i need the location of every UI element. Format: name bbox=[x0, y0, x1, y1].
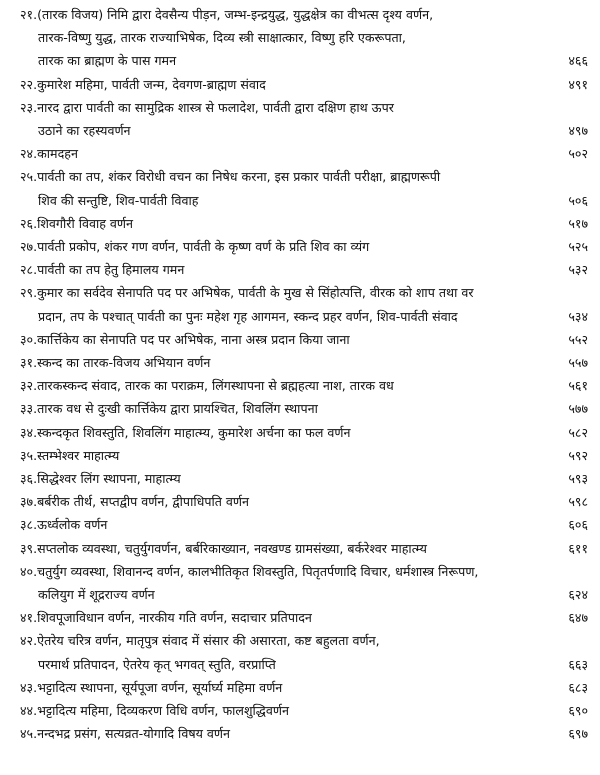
entry-title: भट्टादित्य स्थापना, सूर्यपूजा वर्णन, सूर्यार्घ्य महिमा वर्णन bbox=[37, 679, 283, 695]
entry-title: तारक वध से दुःखी कार्त्तिकेय द्वारा प्रायश्चित, शिवलिंग स्थापना bbox=[37, 401, 318, 417]
page-number: ५९३ bbox=[568, 471, 588, 487]
toc-line bbox=[20, 119, 592, 142]
entry-number: ४१. bbox=[20, 610, 38, 626]
toc-line bbox=[20, 142, 592, 165]
entry-number: ३५. bbox=[20, 447, 38, 463]
page-number: ५०६ bbox=[568, 192, 588, 208]
toc-entry bbox=[20, 73, 592, 96]
toc-line bbox=[20, 212, 592, 235]
toc-entry bbox=[20, 374, 592, 397]
entry-number: ४२. bbox=[20, 633, 38, 649]
entry-number: २४. bbox=[20, 146, 38, 162]
toc-entry bbox=[20, 537, 592, 560]
entry-number: २२. bbox=[20, 76, 38, 92]
toc-line bbox=[20, 490, 592, 513]
entry-number: ४५. bbox=[20, 726, 38, 742]
entry-title: नन्दभद्र प्रसंग, सत्यव्रत-योगादि विषय वर्णन bbox=[37, 726, 231, 742]
toc-line bbox=[20, 165, 592, 188]
entry-number: ३१. bbox=[20, 355, 38, 371]
page-number: ५९२ bbox=[568, 447, 588, 463]
page-number: ५३२ bbox=[568, 262, 588, 278]
entry-number: २३. bbox=[20, 99, 38, 115]
toc-entry bbox=[20, 606, 592, 629]
toc-entry bbox=[20, 165, 592, 211]
toc-entry bbox=[20, 722, 592, 745]
entry-title: सिद्धेश्वर लिंग स्थापना, माहात्म्य bbox=[37, 471, 181, 487]
toc-line bbox=[20, 537, 592, 560]
entry-number: ३९. bbox=[20, 540, 38, 556]
toc-line bbox=[20, 73, 592, 96]
page-number: ६४७ bbox=[568, 610, 588, 626]
entry-title: सप्तलोक व्यवस्था, चतुर्युगवर्णन, बर्बरिकाख्यान, नवखण्ड ग्रामसंख्या, बर्करेश्वर माहात्म्य bbox=[37, 540, 427, 556]
toc-entry bbox=[20, 490, 592, 513]
entry-title: कामदहन bbox=[37, 146, 78, 162]
toc-line bbox=[20, 26, 592, 49]
entry-title: भट्टादित्य महिमा, दिव्यकरण विधि वर्णन, फालशुद्धिवर्णन bbox=[37, 703, 289, 719]
toc-line bbox=[20, 629, 592, 652]
toc-entry bbox=[20, 3, 592, 73]
page-number: ६८३ bbox=[568, 679, 588, 695]
entry-title: ऐतरेय चरित्र वर्णन, मातृपुत्र संवाद में संसार की असारता, कष्ट बहुलता वर्णन, bbox=[37, 633, 380, 649]
page-number: ५०२ bbox=[568, 146, 588, 162]
page-number: ५५७ bbox=[568, 355, 588, 371]
page-number: ५६१ bbox=[568, 378, 588, 394]
toc-entry bbox=[20, 235, 592, 258]
entry-number: ३२. bbox=[20, 378, 38, 394]
toc-line bbox=[20, 467, 592, 490]
toc-line bbox=[20, 560, 592, 583]
entry-title: शिवगौरी विवाह वर्णन bbox=[37, 215, 134, 231]
entry-number: ४०. bbox=[20, 563, 38, 579]
entry-title: तारक-विष्णु युद्ध, तारक राज्याभिषेक, दिव्य स्त्री साक्षात्कार, विष्णु हरि एकरूपता, bbox=[38, 30, 406, 46]
entry-number: २९. bbox=[20, 285, 38, 301]
entry-title: कुमार का सर्वदेव सेनापति पद पर अभिषेक, पार्वती के मुख से सिंहोत्पत्ति, वीरक को शाप तथा वर bbox=[37, 285, 474, 301]
entry-number: २१. bbox=[20, 7, 38, 22]
entry-number: ३४. bbox=[20, 424, 38, 440]
toc-entry bbox=[20, 142, 592, 165]
entry-title: चतुर्युग व्यवस्था, शिवानन्द वर्णन, कालभीतिकृत शिवस्तुति, पितृतर्पणादि विचार, धर्मशास्त्र निरूपण, bbox=[37, 563, 479, 579]
toc-entry bbox=[20, 560, 592, 606]
page-number: ५५२ bbox=[568, 331, 588, 347]
toc-line bbox=[20, 189, 592, 212]
toc-line bbox=[20, 444, 592, 467]
entry-number: ३७. bbox=[20, 494, 38, 510]
toc-entry bbox=[20, 212, 592, 235]
entry-number: ३६. bbox=[20, 471, 38, 487]
entry-number: २६. bbox=[20, 215, 38, 231]
toc-line bbox=[20, 653, 592, 676]
toc-entry bbox=[20, 258, 592, 281]
entry-title: पार्वती का तप हेतु हिमालय गमन bbox=[37, 262, 185, 278]
toc-line bbox=[20, 49, 592, 72]
toc-line bbox=[20, 328, 592, 351]
entry-title: पार्वती का तप, शंकर विरोधी वचन का निषेध करना, इस प्रकार पार्वती परीक्षा, ब्राह्मणरूपी bbox=[37, 169, 441, 185]
page-number: ५९८ bbox=[568, 494, 588, 510]
toc-line bbox=[20, 374, 592, 397]
page-number: ६०६ bbox=[568, 517, 588, 533]
entry-title: बर्बरीक तीर्थ, सप्तद्वीप वर्णन, द्वीपाधिपति वर्णन bbox=[37, 494, 250, 510]
entry-title: स्तम्भेश्वर माहात्म्य bbox=[37, 447, 120, 463]
page-number: ५१७ bbox=[568, 215, 588, 231]
page-number: ६९० bbox=[568, 703, 588, 719]
toc-line bbox=[20, 96, 592, 119]
page-number: ५८२ bbox=[568, 424, 588, 440]
entry-number: २८. bbox=[20, 262, 38, 278]
toc-entry bbox=[20, 513, 592, 536]
toc-entry bbox=[20, 96, 592, 142]
toc-line bbox=[20, 281, 592, 304]
toc-entry bbox=[20, 444, 592, 467]
page-number: ५२५ bbox=[568, 239, 588, 255]
toc-entry bbox=[20, 467, 592, 490]
entry-number: ३८. bbox=[20, 517, 38, 533]
entry-title: तारकस्कन्द संवाद, तारक का पराक्रम, लिंगस्थापना से ब्रह्महत्या नाश, तारक वध bbox=[37, 378, 394, 394]
toc-line bbox=[20, 397, 592, 420]
page-number: ६११ bbox=[568, 540, 588, 556]
toc-entry bbox=[20, 421, 592, 444]
entry-title: कुमारेश महिमा, पार्वती जन्म, देवगण-ब्राह्मण संवाद bbox=[37, 76, 266, 92]
toc-line bbox=[20, 258, 592, 281]
entry-title: तारक का ब्राह्मण के पास गमन bbox=[38, 53, 177, 69]
page-number: ६६३ bbox=[568, 656, 588, 672]
toc-line bbox=[20, 305, 592, 328]
entry-title: शिवपूजाविधान वर्णन, नारकीय गति वर्णन, सदाचार प्रतिपादन bbox=[37, 610, 312, 626]
page-number: ६९७ bbox=[568, 726, 588, 742]
toc-line bbox=[20, 351, 592, 374]
entry-title: स्कन्दकृत शिवस्तुति, शिवलिंग माहात्म्य, कुमारेश अर्चना का फल वर्णन bbox=[37, 424, 351, 440]
entry-number: ३३. bbox=[20, 401, 38, 417]
entry-title: प्रदान, तप के पश्चात् पार्वती का पुनः महेश गृह आगमन, स्कन्द प्रहर वर्णन, शिव-पार्वती संवाद bbox=[38, 308, 458, 324]
entry-number: ४४. bbox=[20, 703, 38, 719]
entry-title: उठाने का रहस्यवर्णन bbox=[38, 123, 131, 139]
page-number: ४९७ bbox=[568, 123, 588, 139]
entry-title: ऊर्ध्वलोक वर्णन bbox=[37, 517, 108, 533]
toc-entry bbox=[20, 699, 592, 722]
toc-line bbox=[20, 676, 592, 699]
toc-line bbox=[20, 235, 592, 258]
toc-entry bbox=[20, 676, 592, 699]
toc-line bbox=[20, 513, 592, 536]
toc-line bbox=[20, 3, 592, 26]
page-number: ६२४ bbox=[568, 587, 588, 603]
entry-title: (तारक विजय) निमि द्वारा देवसैन्य पीड़न, जम्भ-इन्द्रयुद्ध, युद्धक्षेत्र का वीभत्स दृश्य वर्णन, bbox=[37, 7, 434, 22]
page-number: ४९१ bbox=[568, 76, 588, 92]
entry-title: परमार्थ प्रतिपादन, ऐतरेय कृत् भगवत् स्तुति, वरप्राप्ति bbox=[38, 656, 276, 672]
entry-title: पार्वती प्रकोप, शंकर गण वर्णन, पार्वती के कृष्ण वर्ण के प्रति शिव का व्यंग bbox=[37, 239, 370, 255]
entry-title: स्कन्द का तारक-विजय अभियान वर्णन bbox=[37, 355, 211, 371]
toc-line bbox=[20, 722, 592, 745]
toc-entry bbox=[20, 328, 592, 351]
toc-line bbox=[20, 421, 592, 444]
entry-number: ३०. bbox=[20, 331, 38, 347]
toc-entry bbox=[20, 629, 592, 675]
entry-number: २७. bbox=[20, 239, 38, 255]
toc-entry bbox=[20, 281, 592, 327]
entry-number: ४३. bbox=[20, 679, 38, 695]
entry-number: २५. bbox=[20, 169, 38, 185]
toc-line bbox=[20, 606, 592, 629]
toc-entry bbox=[20, 397, 592, 420]
entry-title: कलियुग में शूद्रराज्य वर्णन bbox=[38, 587, 155, 603]
toc-line bbox=[20, 699, 592, 722]
page-number: ४६६ bbox=[568, 53, 588, 69]
entry-title: नारद द्वारा पार्वती का सामुद्रिक शास्त्र से फलादेश, पार्वती द्वारा दक्षिण हाथ ऊपर bbox=[37, 99, 394, 115]
entry-title: शिव की सन्तुष्टि, शिव-पार्वती विवाह bbox=[38, 192, 199, 208]
page-number: ५३४ bbox=[568, 308, 588, 324]
toc-entry bbox=[20, 351, 592, 374]
entry-title: कार्त्तिकेय का सेनापति पद पर अभिषेक, नाना अस्त्र प्रदान किया जाना bbox=[37, 331, 350, 347]
page-number: ५७७ bbox=[568, 401, 588, 417]
toc-line bbox=[20, 583, 592, 606]
